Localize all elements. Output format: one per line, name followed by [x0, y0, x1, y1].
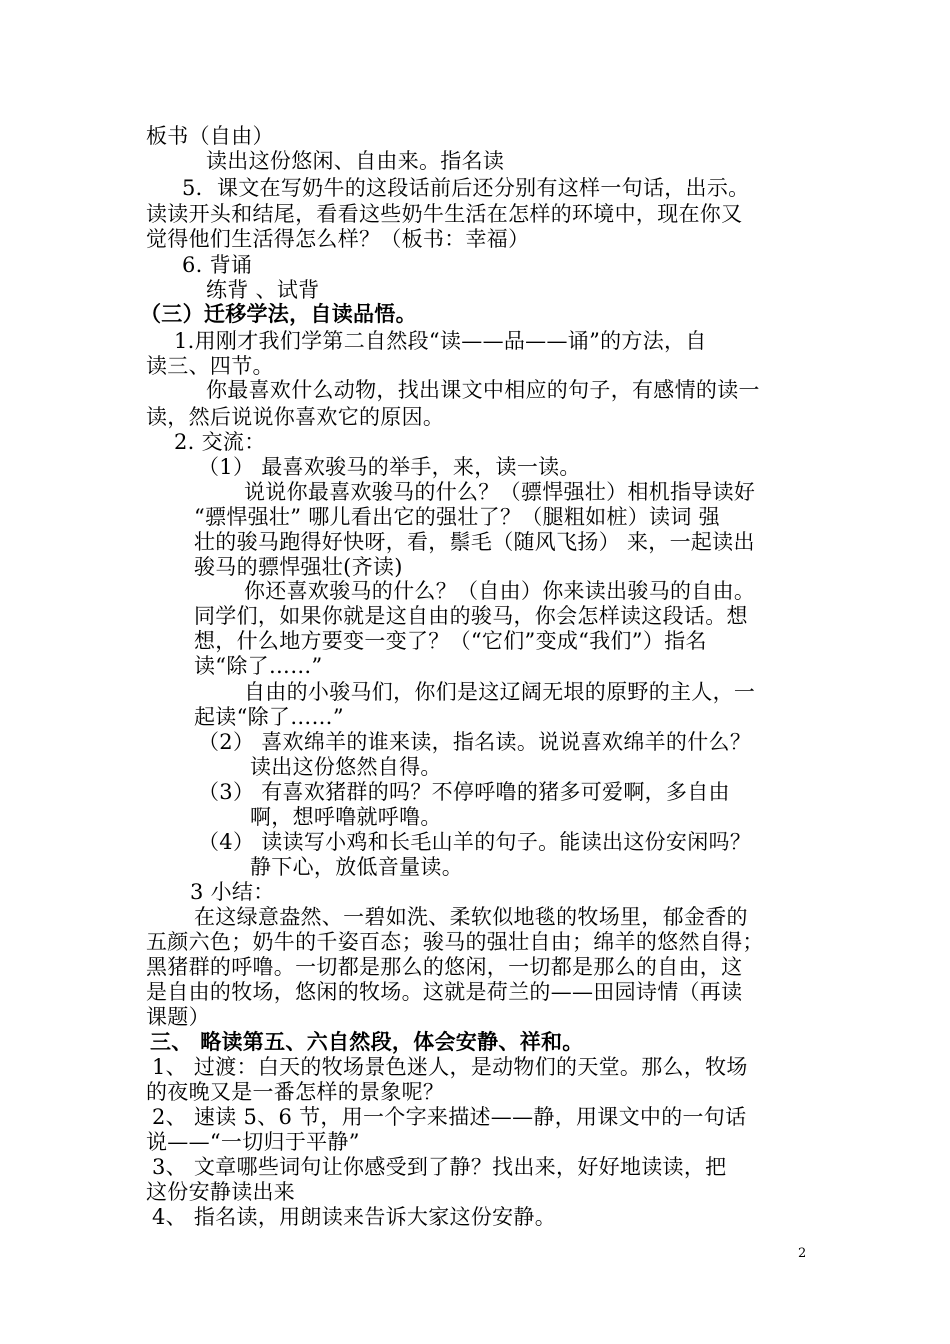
text-line: 静下心，放低音量读。 — [250, 855, 463, 879]
text-line: （1） 最喜欢骏马的举手，来，读一读。 — [198, 455, 581, 479]
text-line: 2. 交流： — [174, 430, 266, 454]
text-line: 5．课文在写奶牛的这段话前后还分别有这样一句话，出示。 — [182, 176, 750, 200]
text-line: 2、 速读 5、6 节，用一个字来描述——静，用课文中的一句话 — [152, 1105, 747, 1129]
text-line: （3） 有喜欢猪群的吗？不停呼噜的猪多可爱啊，多自由 — [198, 780, 730, 804]
text-line: 说说你最喜欢骏马的什么？（骠悍强壮）相机指导读好 — [244, 480, 756, 504]
text-line: 想，什么地方要变一变了？（“它们”变成“我们”）指名 — [194, 629, 707, 653]
text-line: 你最喜欢什么动物，找出课文中相应的句子，有感情的读一 — [206, 378, 760, 402]
text-line: （4） 读读写小鸡和长毛山羊的句子。能读出这份安闲吗？ — [198, 830, 752, 854]
text-line: 1、 过渡：白天的牧场景色迷人，是动物们的天堂。那么，牧场 — [152, 1055, 748, 1079]
text-line: 读三、四节。 — [146, 354, 274, 378]
text-line: 壮的骏马跑得好快呀，看，鬃毛（随风飞扬） 来，一起读出 — [194, 530, 755, 554]
text-line: 在这绿意盎然、一碧如洗、柔软似地毯的牧场里，郁金香的 — [194, 905, 748, 929]
text-line: 自由的小骏马们，你们是这辽阔无垠的原野的主人，一 — [244, 680, 756, 704]
page-number: 2 — [798, 1246, 807, 1261]
text-line: 练背 、试背 — [206, 278, 320, 302]
section-heading: （三）迁移学法，自读品悟。 — [140, 301, 417, 326]
text-line: 骏马的骠悍强壮(齐读) — [194, 555, 403, 579]
text-line: 同学们，如果你就是这自由的骏马，你会怎样读这段话。想 — [194, 604, 748, 628]
text-line: 说——“一切归于平静” — [146, 1130, 360, 1154]
text-line: 起读“除了……” — [194, 705, 344, 729]
text-line: 的夜晚又是一番怎样的景象呢？ — [146, 1080, 445, 1104]
text-line: 3、 文章哪些词句让你感受到了静？找出来，好好地读读，把 — [152, 1155, 727, 1179]
text-line: 啊，想呼噜就呼噜。 — [250, 805, 442, 829]
text-line: 读读开头和结尾，看看这些奶牛生活在怎样的环境中，现在你又 — [146, 202, 743, 226]
text-line: 板书（自由） — [146, 124, 274, 148]
text-line: 6. 背诵 — [182, 253, 253, 277]
text-line: 觉得他们生活得怎么样？（板书：幸福） — [146, 227, 530, 251]
text-line: 读，然后说说你喜欢它的原因。 — [146, 405, 445, 429]
text-line: 读出这份悠闲、自由来。指名读 — [206, 149, 505, 173]
text-line: 黑猪群的呼噜。一切都是那么的悠闲，一切都是那么的自由，这 — [146, 955, 743, 979]
section-heading: 三、 略读第五、六自然段，体会安静、祥和。 — [150, 1029, 584, 1054]
text-line: 是自由的牧场，悠闲的牧场。这就是荷兰的——田园诗情（再读 — [146, 980, 743, 1004]
text-line: 4、 指名读，用朗读来告诉大家这份安静。 — [152, 1205, 557, 1229]
text-line: 1.用刚才我们学第二自然段“读——品——诵”的方法，自 — [174, 329, 707, 353]
text-line: （2） 喜欢绵羊的谁来读，指名读。说说喜欢绵羊的什么？ — [198, 730, 752, 754]
text-line: 这份安静读出来 — [146, 1180, 296, 1204]
text-line: 课题） — [146, 1005, 210, 1029]
text-line: 五颜六色；奶牛的千姿百态；骏马的强壮自由；绵羊的悠然自得； — [146, 930, 764, 954]
text-line: 3 小结： — [190, 880, 275, 904]
text-line: 读出这份悠然自得。 — [250, 755, 442, 779]
text-line: 你还喜欢骏马的什么？（自由）你来读出骏马的自由。 — [244, 579, 756, 603]
text-line: 读“除了……” — [194, 654, 323, 678]
text-line: “骠悍强壮” 哪儿看出它的强壮了？（腿粗如桩）读词 强 — [194, 505, 720, 529]
